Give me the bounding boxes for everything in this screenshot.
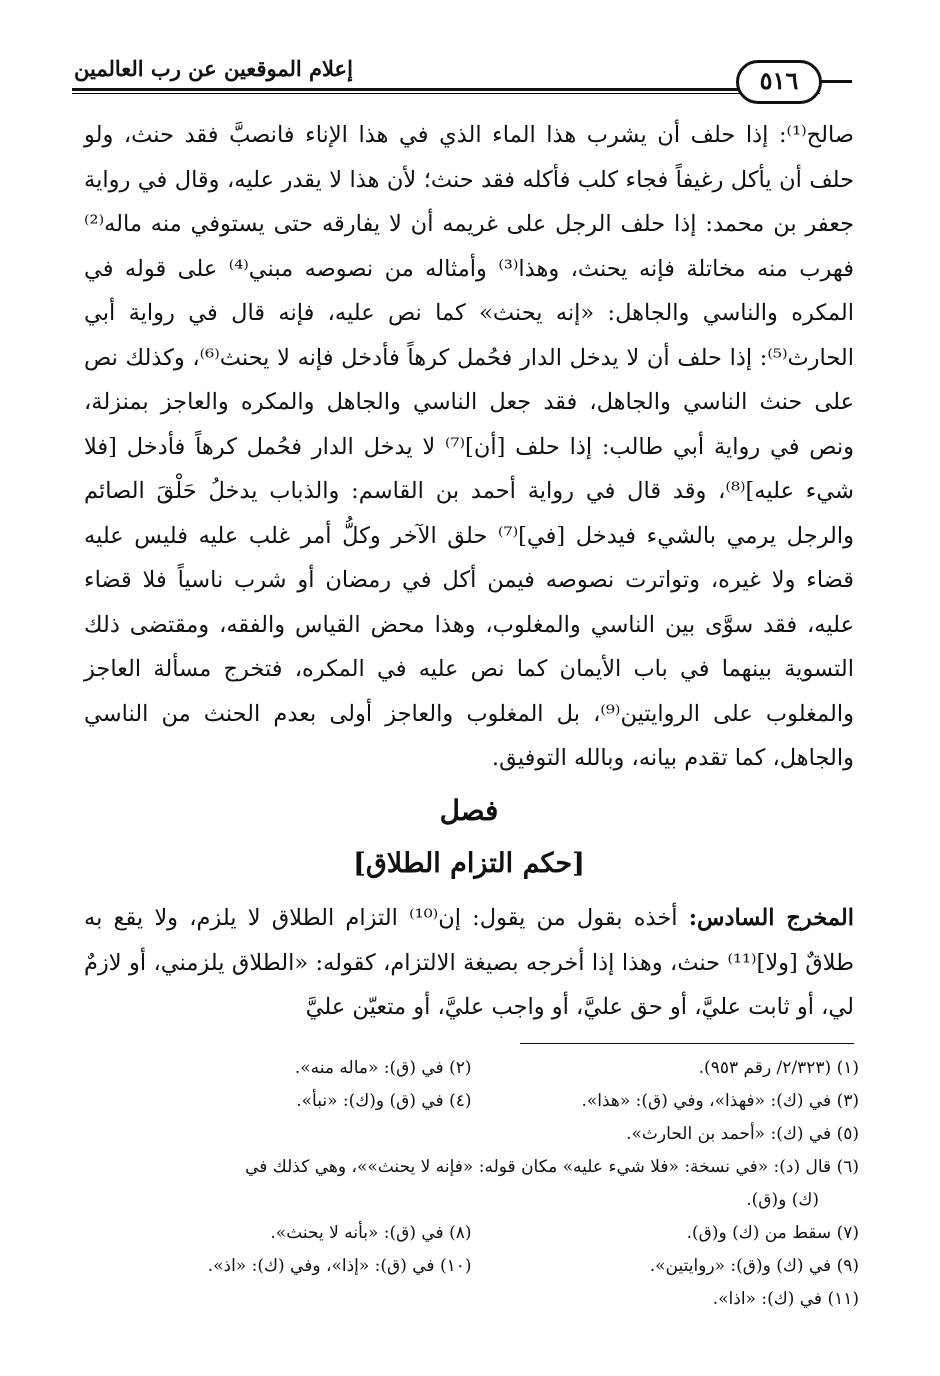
footnote-3: (٣) في (ك): «فهذا»، وفي (ق): «هذا». — [581, 1091, 859, 1111]
footnote-4: (٤) في (ق) و(ك): «نبأ». — [296, 1091, 472, 1111]
paragraph-2-lead: المخرج السادس: — [688, 905, 854, 931]
section-heading: فصل — [439, 794, 499, 827]
footnote-10: (١٠) في (ق): «إذا»، وفي (ك): «اذ». — [207, 1256, 472, 1276]
header-rule-thick — [72, 88, 820, 91]
footnote-2: (٢) في (ق): «ماله منه». — [294, 1058, 472, 1078]
section-subheading: [حكم التزام الطلاق] — [353, 848, 585, 879]
footnote-11: (١١) في (ك): «اذا». — [712, 1289, 859, 1309]
footnote-1: (١) (٢/٣٢٣/ رقم ٩٥٣). — [698, 1058, 859, 1078]
page-number: ٥١٦ — [736, 60, 822, 104]
footnote-5: (٥) في (ك): «أحمد بن الحارث». — [626, 1124, 859, 1144]
footnote-6: (٦) قال (د): «في نسخة: «فلا شيء عليه» مكان قوله: «فإنه لا يحنث»»، وهي كذلك في — [245, 1157, 859, 1177]
footnote-8: (٨) في (ق): «بأنه لا يحنث». — [270, 1223, 472, 1243]
footnote-9: (٩) في (ك) و(ق): «روايتين». — [649, 1256, 859, 1276]
footnotes — [84, 1052, 859, 1316]
main-text — [84, 113, 854, 781]
paragraph-2 — [84, 896, 854, 1030]
footnote-separator — [520, 1043, 854, 1044]
footnote-7: (٧) سقط من (ك) و(ق). — [686, 1223, 859, 1243]
running-head-title: إعلام الموقعين عن رب العالمين — [74, 56, 353, 81]
footnote-6-continued: (ك) و(ق). — [746, 1190, 819, 1210]
paragraph-1: صالح⁽¹⁾: إذا حلف أن يشرب هذا الماء الذي في هذا الإناء فانصبَّ فقد حنث، ولو حلف أن يأكل رغيفاً فجاء كلب فأكله فقد حنث؛ لأن هذا لا يقدر عليه، وقال في رواية جعفر بن محمد: إذا حلف الرجل على غريمه أن لا يفارقه حتى يستوفي منه ماله⁽²⁾ فهرب منه مخاتلة فإنه يحنث، وهذا⁽³⁾ وأمثاله من نصوصه مبني⁽⁴⁾ على قوله في المكره والناسي والجاهل: «إنه يحنث» كما نص عليه، فإنه قال في رواية أبي الحارث⁽⁵⁾: إذا حلف أن لا يدخل الدار فحُمل كرهاً فأدخل فإنه لا يحنث⁽⁶⁾، وكذلك نص على حنث الناسي والجاهل، فقد جعل الناسي والجاهل والمكره والعاجز بمنزلة، ونص في رواية أبي طالب: إذا حلف [أن]⁽⁷⁾ لا يدخل الدار فحُمل كرهاً فأدخل [فلا شيء عليه]⁽⁸⁾، وقد قال في رواية أحمد بن القاسم: والذباب يدخلُ حَلْقَ الصائم والرجل يرمي بالشيء فيدخل [في]⁽⁷⁾ حلق الآخر وكلُّ أمر غلب عليه فليس عليه قضاء ولا غيره، وتواترت نصوصه فيمن أكل في رمضان أو شرب ناسياً فلا قضاء عليه، فقد سوَّى بين الناسي والمغلوب، وهذا محض القياس والفقه، ومقتضى ذلك التسوية بينهما في باب الأيمان كما نص عليه في المكره، فتخرج مسألة العاجز والمغلوب على الروايتين⁽⁹⁾، بل المغلوب والعاجز أولى بعدم الحنث من الناسي والجاهل، كما تقدم بيانه، وبالله التوفيق. — [84, 122, 855, 771]
paragraph-2-text: أخذه بقول من يقول: إن⁽¹⁰⁾ التزام الطلاق لا يلزم، ولا يقع به طلاقٌ [ولا]⁽¹¹⁾ حنث، وهذا إذا أخرجه بصيغة الالتزام، كقوله: «الطلاق يلزمني، أو لازمٌ لي، أو ثابت عليَّ، أو حق عليَّ، أو واجب عليَّ، أو متعيّن عليَّ — [84, 905, 854, 1020]
header-rule-thin — [72, 93, 820, 94]
